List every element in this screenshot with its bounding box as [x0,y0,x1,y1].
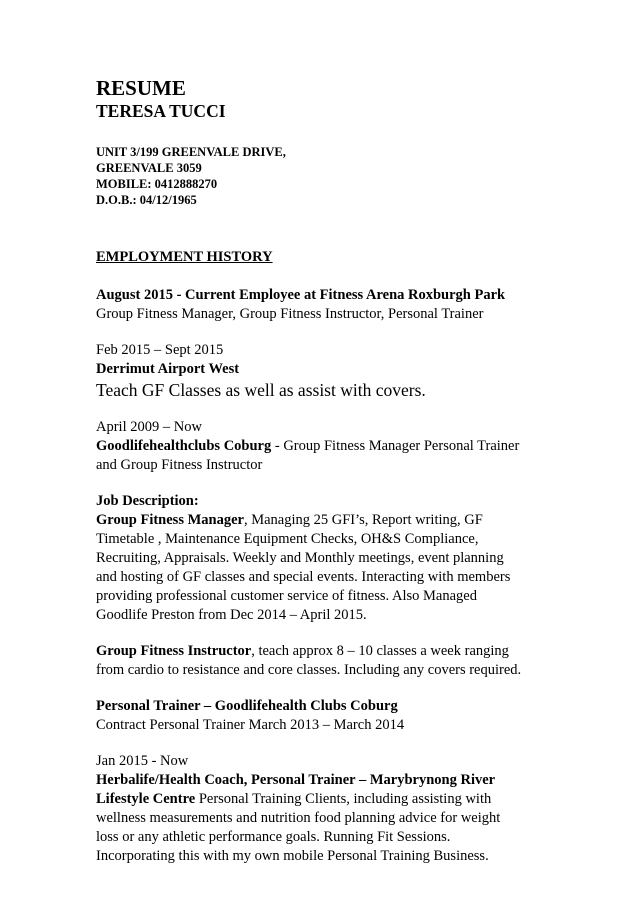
job-goodlife-line1 [96,437,556,456]
gfm-line6: Goodlife Preston from Dec 2014 – April 2015. [96,607,367,623]
job-derrimut-employer: Derrimut Airport West [96,361,240,377]
gfi-title: Group Fitness Instructor [96,643,252,659]
herbalife-block [96,752,556,866]
job-goodlife-roles-line1: - Group Fitness Manager Personal Trainer [271,438,520,454]
gfm-line5: providing professional customer service of fitness. Also Managed [96,588,477,604]
herbalife-title-line1: Herbalife/Health Coach, Personal Trainer – Marybrynong River [96,772,496,788]
job-description-heading: Job Description: [96,493,199,509]
contact-address-line2: GREENVALE 3059 [96,161,202,175]
applicant-name: TERESA TUCCI [96,101,226,121]
gfi-block [96,642,556,680]
job-description [96,492,556,625]
resume-title: RESUME [96,76,186,100]
employment-history-heading: EMPLOYMENT HISTORY [96,249,273,265]
resume-content [96,76,556,883]
gfm-line2: Timetable , Maintenance Equipment Checks, OH&S Compliance, [96,531,479,547]
job-derrimut [96,341,556,401]
herbalife-title-line2: Lifestyle Centre [96,791,196,807]
gfi-line1-text: , teach approx 8 – 10 classes a week ranging [251,643,509,659]
gfm-title: Group Fitness Manager [96,512,244,528]
job-goodlife [96,418,556,475]
job-derrimut-description: Teach GF Classes as well as assist with covers. [96,380,426,400]
gfm-line4: and hosting of GF classes and special events. Interacting with members [96,569,511,585]
gfi-line1 [96,642,556,661]
personal-trainer-title: Personal Trainer – Goodlifehealth Clubs Coburg [96,698,398,714]
gfm-line1 [96,511,556,530]
job-fitness-arena-title: August 2015 - Current Employee at Fitness Arena Roxburgh Park [96,287,506,303]
job-fitness-arena [96,286,556,324]
herbalife-line3: wellness measurements and nutrition food planning advice for weight [96,810,501,826]
herbalife-line4: loss or any athletic performance goals. Running Fit Sessions. [96,829,451,845]
job-goodlife-employer: Goodlifehealthclubs Coburg [96,438,272,454]
contact-dob: D.O.B.: 04/12/1965 [96,193,197,207]
contact-address-line1: UNIT 3/199 GREENVALE DRIVE, [96,145,286,159]
personal-trainer-block [96,697,556,735]
herbalife-line2 [96,790,556,809]
job-fitness-arena-roles: Group Fitness Manager, Group Fitness Instructor, Personal Trainer [96,306,484,322]
contact-mobile: MOBILE: 0412888270 [96,177,218,191]
job-derrimut-dates: Feb 2015 – Sept 2015 [96,342,224,358]
herbalife-dates: Jan 2015 - Now [96,753,189,769]
herbalife-line2-text: Personal Training Clients, including assisting with [195,791,492,807]
gfi-line2: from cardio to resistance and core classes. Including any covers required. [96,662,522,678]
job-goodlife-dates: April 2009 – Now [96,419,202,435]
gfm-line1-text: , Managing 25 GFI’s, Report writing, GF [243,512,483,528]
personal-trainer-contract: Contract Personal Trainer March 2013 – March 2014 [96,717,405,733]
job-goodlife-roles-line2: and Group Fitness Instructor [96,457,263,473]
herbalife-line5: Incorporating this with my own mobile Personal Training Business. [96,848,489,864]
gfm-line3: Recruiting, Appraisals. Weekly and Monthly meetings, event planning [96,550,504,566]
